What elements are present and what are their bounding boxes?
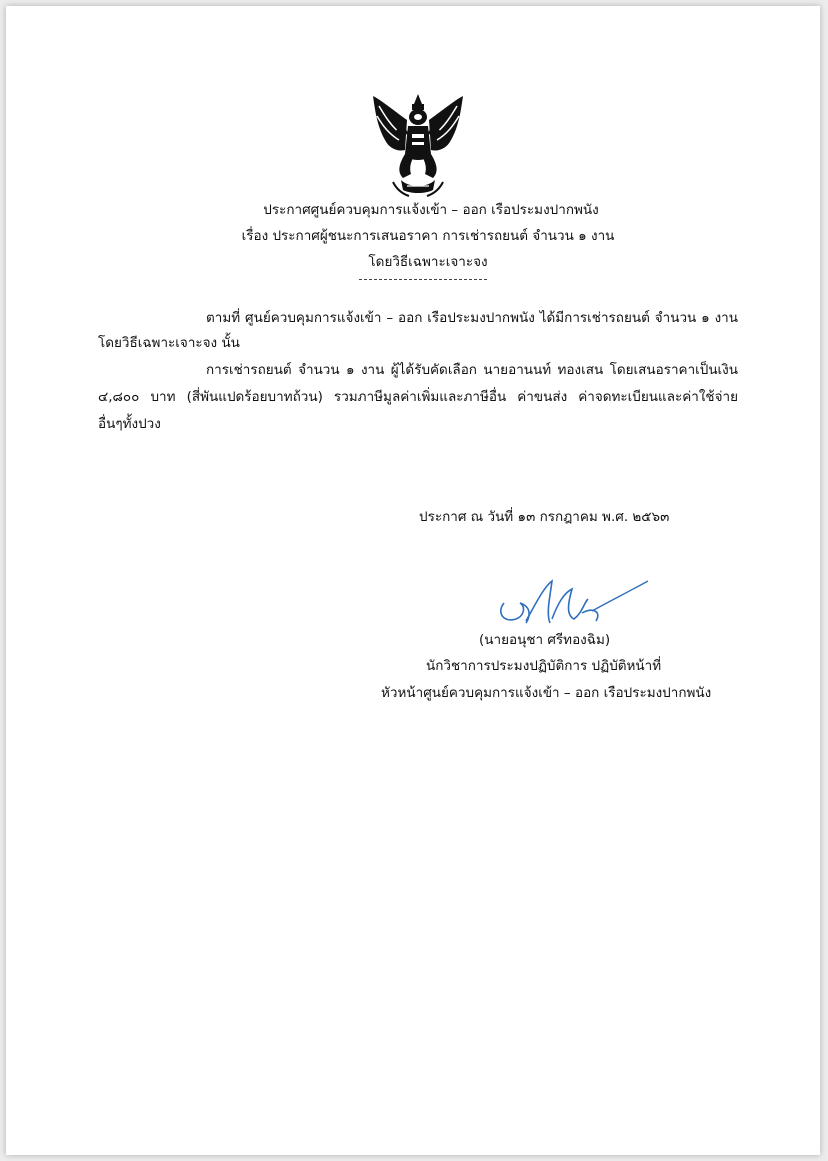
handwritten-signature-icon [492, 573, 652, 631]
paragraph1-line1: ตามที่ ศูนย์ควบคุมการแจ้งเข้า – ออก เรือประมงปากพนัง ได้มีการเช่ารถยนต์ จำนวน ๑ งาน [206, 310, 738, 326]
announcement-method: โดยวิธีเฉพาะเจาะจง [368, 254, 488, 270]
signatory-position: นักวิชาการประมงปฏิบัติการ ปฏิบัติหน้าที่ [426, 658, 662, 674]
signatory-name: (นายอนุชา ศรีทองฉิม) [479, 632, 611, 648]
paragraph2-line3: อื่นๆทั้งปวง [98, 416, 161, 432]
announcement-subject: เรื่อง ประกาศผู้ชนะการเสนอราคา การเช่ารถยนต์ จำนวน ๑ งาน [241, 228, 615, 244]
header-divider [359, 279, 487, 280]
announcement-title-line1: ประกาศศูนย์ควบคุมการแจ้งเข้า – ออก เรือประมงปากพนัง [263, 202, 599, 218]
garuda-emblem-icon [363, 90, 473, 200]
paragraph1-line2: โดยวิธีเฉพาะเจาะจง นั้น [98, 335, 240, 351]
paragraph2-line1: การเช่ารถยนต์ จำนวน ๑ งาน ผู้ได้รับคัดเลือก นายอานนท์ ทองเสน โดยเสนอราคาเป็นเงิน [206, 362, 738, 378]
paragraph2-line2: ๔,๘๐๐ บาท (สี่พันแปดร้อยบาทถ้วน) รวมภาษีมูลค่าเพิ่มและภาษีอื่น ค่าขนส่ง ค่าจดทะเบียนและค่าใช้จ่าย [98, 389, 738, 405]
announcement-date: ประกาศ ณ วันที่ ๑๓ กรกฎาคม พ.ศ. ๒๕๖๓ [419, 509, 670, 525]
document-page [6, 6, 820, 1155]
signatory-office: หัวหน้าศูนย์ควบคุมการแจ้งเข้า – ออก เรือประมงปากพนัง [381, 685, 712, 701]
